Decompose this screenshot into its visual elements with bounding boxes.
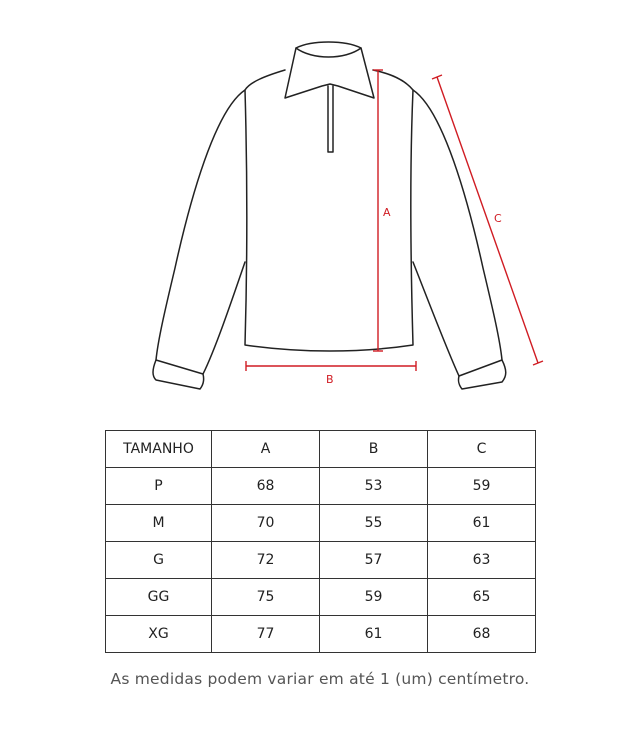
label-a: A [383,206,391,219]
value-c-cell: 63 [428,542,536,579]
table-row [106,579,536,616]
header-b: B [320,431,428,468]
left-cuff [153,360,204,389]
zipper [328,86,333,152]
value-a-cell: 77 [212,616,320,653]
right-sleeve [413,90,502,376]
size-cell: M [106,505,212,542]
measure-c-line [437,77,538,363]
value-b-cell: 57 [320,542,428,579]
header-size: TAMANHO [106,431,212,468]
value-b-cell: 53 [320,468,428,505]
table-header-row [106,431,536,468]
value-a-cell: 72 [212,542,320,579]
size-cell: XG [106,616,212,653]
value-c-cell: 68 [428,616,536,653]
label-b: B [326,373,334,386]
label-c: C [494,212,502,225]
value-b-cell: 61 [320,616,428,653]
value-c-cell: 61 [428,505,536,542]
size-cell: GG [106,579,212,616]
right-cuff [458,360,505,389]
value-a-cell: 68 [212,468,320,505]
value-a-cell: 70 [212,505,320,542]
size-table [105,430,536,653]
measurement-note: As medidas podem variar em até 1 (um) centímetro. [110,670,530,688]
value-c-cell: 65 [428,579,536,616]
size-cell: G [106,542,212,579]
header-c: C [428,431,536,468]
header-a: A [212,431,320,468]
table-row [106,505,536,542]
table-row [106,468,536,505]
table-row [106,542,536,579]
value-b-cell: 55 [320,505,428,542]
table-row [106,616,536,653]
value-c-cell: 59 [428,468,536,505]
value-a-cell: 75 [212,579,320,616]
left-sleeve [156,90,245,374]
size-cell: P [106,468,212,505]
value-b-cell: 59 [320,579,428,616]
sweater-outline [153,42,506,389]
